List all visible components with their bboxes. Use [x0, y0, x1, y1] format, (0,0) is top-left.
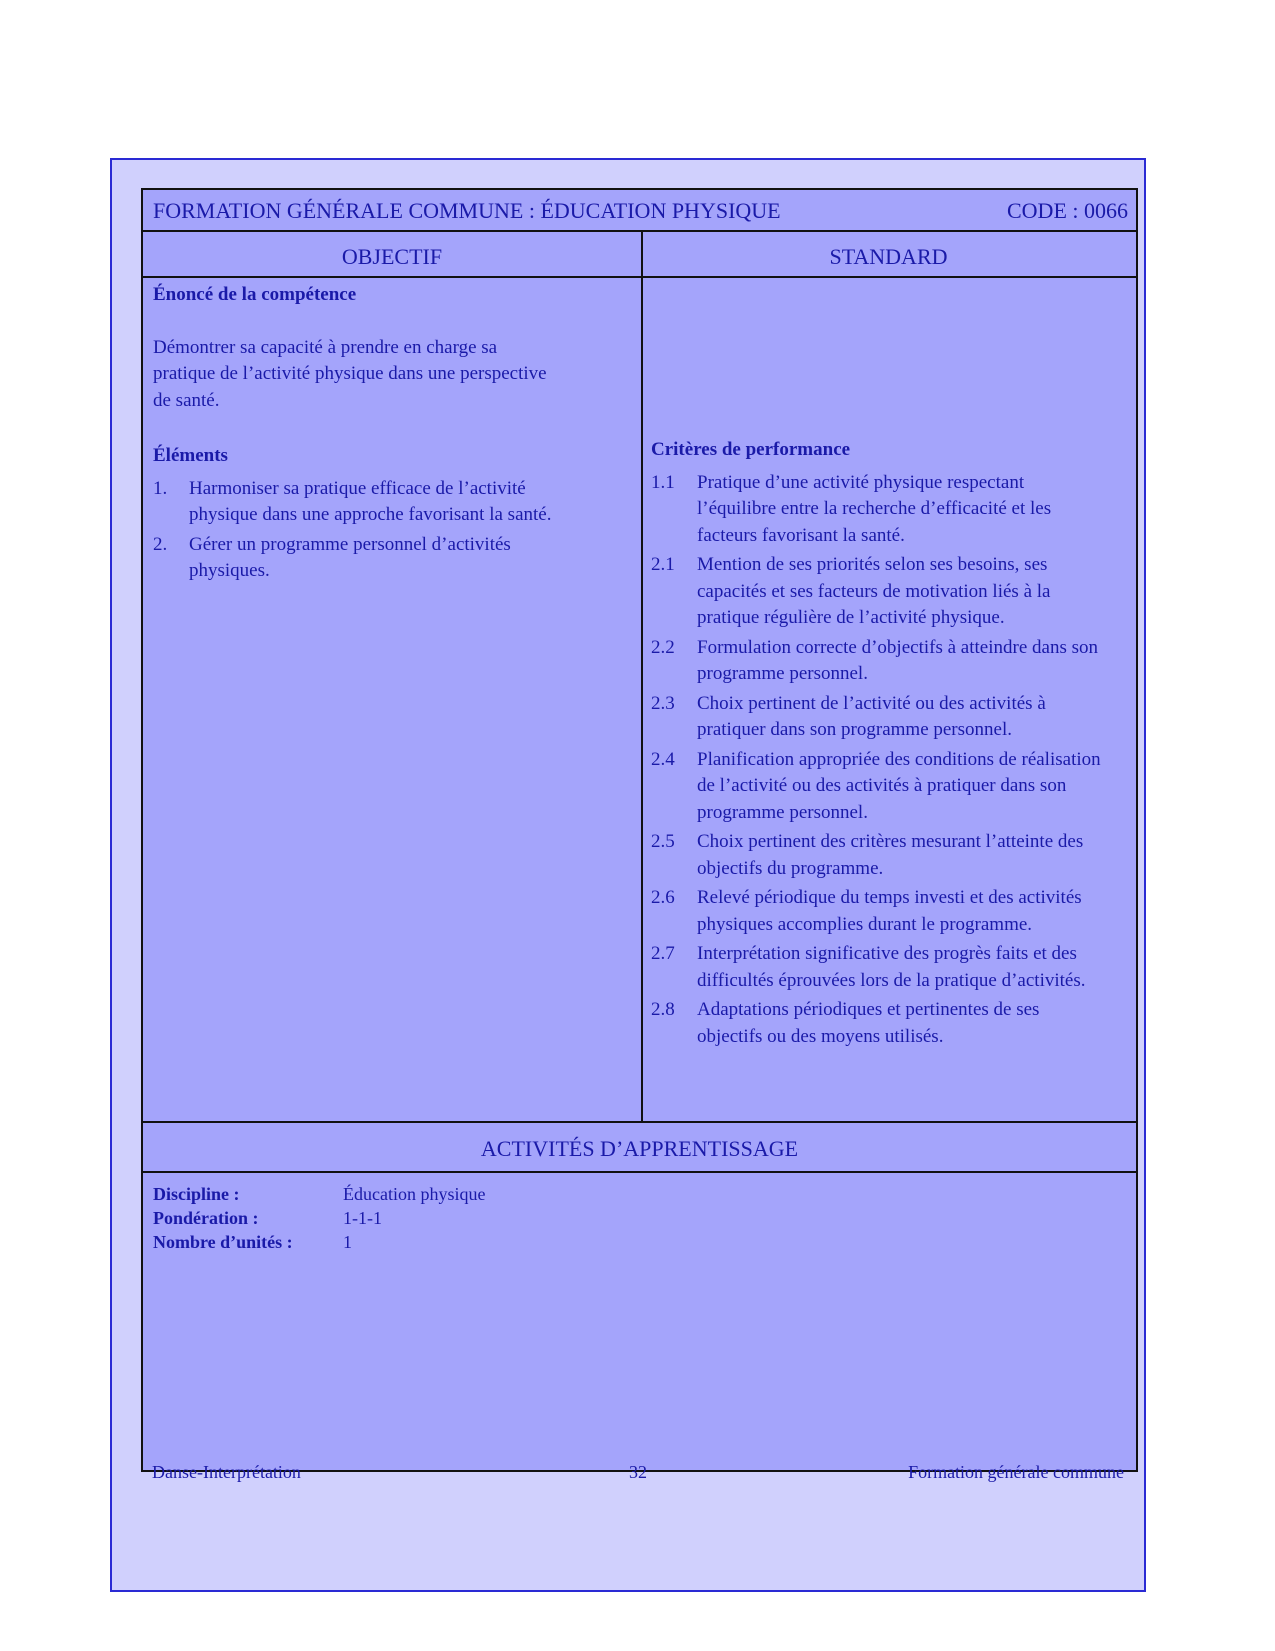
document-page	[110, 158, 1146, 1592]
criterion-number: 2.4	[651, 748, 675, 770]
criteria-list	[651, 470, 1103, 1051]
list-item	[651, 885, 1103, 938]
element-text: Gérer un programme personnel d’activités physiques.	[189, 533, 511, 581]
course-info	[153, 1182, 485, 1254]
list-item	[651, 691, 1103, 744]
list-item	[651, 941, 1103, 994]
criterion-number: 2.8	[651, 999, 675, 1020]
criterion-text: Pratique d’une activité physique respectant l’équilibre entre la recherche d’efficacité et les facteurs favorisant la santé.	[697, 471, 1052, 546]
course-code: CODE : 0066	[1007, 198, 1128, 223]
ponderation-line	[153, 1206, 485, 1230]
criterion-text: Interprétation significative des progrès faits et des difficultés éprouvées lors de la pratique d’activités.	[697, 943, 1086, 991]
element-number: 2.	[153, 533, 168, 555]
criterion-number: 2.2	[651, 636, 675, 658]
objective-column-header: OBJECTIF	[341, 244, 443, 269]
list-item	[651, 997, 1103, 1050]
page-number: 32	[629, 1462, 647, 1482]
competency-table	[141, 188, 1138, 1472]
competence-statement: Démontrer sa capacité à prendre en charge sa pratique de l’activité physique dans une perspective de santé.	[153, 336, 547, 411]
content-row	[143, 278, 1136, 1121]
list-item	[651, 829, 1103, 882]
column-header-row	[143, 232, 1136, 278]
element-text: Harmoniser sa pratique efficace de l’activité physique dans une approche favorisant la santé.	[189, 477, 552, 525]
criterion-text: Relevé périodique du temps investi et des activités physiques accomplies durant le programme.	[697, 887, 1082, 935]
criterion-number: 2.5	[651, 831, 675, 852]
elements-list	[153, 476, 583, 585]
list-item	[153, 476, 583, 529]
document-title: FORMATION GÉNÉRALE COMMUNE : ÉDUCATION PHYSIQUE	[153, 198, 781, 223]
criterion-number: 1.1	[651, 471, 675, 493]
criterion-text: Planification appropriée des conditions de réalisation de l’activité ou des activités à pratiquer dans son programme personnel.	[697, 748, 1101, 823]
elements-heading: Éléments	[153, 445, 228, 466]
criterion-number: 2.3	[651, 692, 675, 714]
standard-column	[651, 278, 1126, 1053]
criterion-text: Adaptations périodiques et pertinentes de ses objectifs ou des moyens utilisés.	[697, 999, 1040, 1047]
units-label: Nombre d’unités :	[153, 1232, 293, 1252]
list-item	[153, 532, 583, 585]
units-value: 1	[343, 1232, 352, 1252]
criteria-heading: Critères de performance	[651, 439, 851, 460]
standard-column-header: STANDARD	[829, 244, 948, 269]
criterion-number: 2.6	[651, 887, 675, 908]
criterion-text: Formulation correcte d’objectifs à atteindre dans son programme personnel.	[697, 636, 1098, 684]
discipline-line	[153, 1182, 485, 1206]
discipline-value: Éducation physique	[343, 1184, 486, 1204]
title-row	[143, 190, 1136, 232]
competence-heading: Énoncé de la compétence	[153, 284, 357, 305]
criterion-number: 2.1	[651, 554, 675, 575]
criterion-text: Choix pertinent des critères mesurant l’atteinte des objectifs du programme.	[697, 831, 1084, 879]
criterion-number: 2.7	[651, 943, 675, 964]
footer-program: Danse-Interprétation	[152, 1462, 301, 1482]
criterion-text: Mention de ses priorités selon ses besoins, ses capacités et ses facteurs de motivation liés à la pratique régulière de l’activité physique.	[697, 554, 1051, 628]
list-item	[651, 635, 1103, 688]
criterion-text: Choix pertinent de l’activité ou des activités à pratiquer dans son programme personnel.	[697, 692, 1046, 740]
footer-section: Formation générale commune	[908, 1462, 1124, 1482]
ponderation-value: 1-1-1	[343, 1208, 382, 1228]
list-item	[651, 552, 1103, 632]
ponderation-label: Pondération :	[153, 1208, 259, 1228]
element-number: 1.	[153, 477, 168, 499]
activities-heading: ACTIVITÉS D’APPRENTISSAGE	[480, 1136, 799, 1161]
objective-column	[153, 278, 623, 585]
activities-header-row	[143, 1121, 1136, 1173]
discipline-label: Discipline :	[153, 1184, 240, 1204]
units-line	[153, 1230, 485, 1254]
list-item	[651, 470, 1103, 550]
list-item	[651, 747, 1103, 827]
